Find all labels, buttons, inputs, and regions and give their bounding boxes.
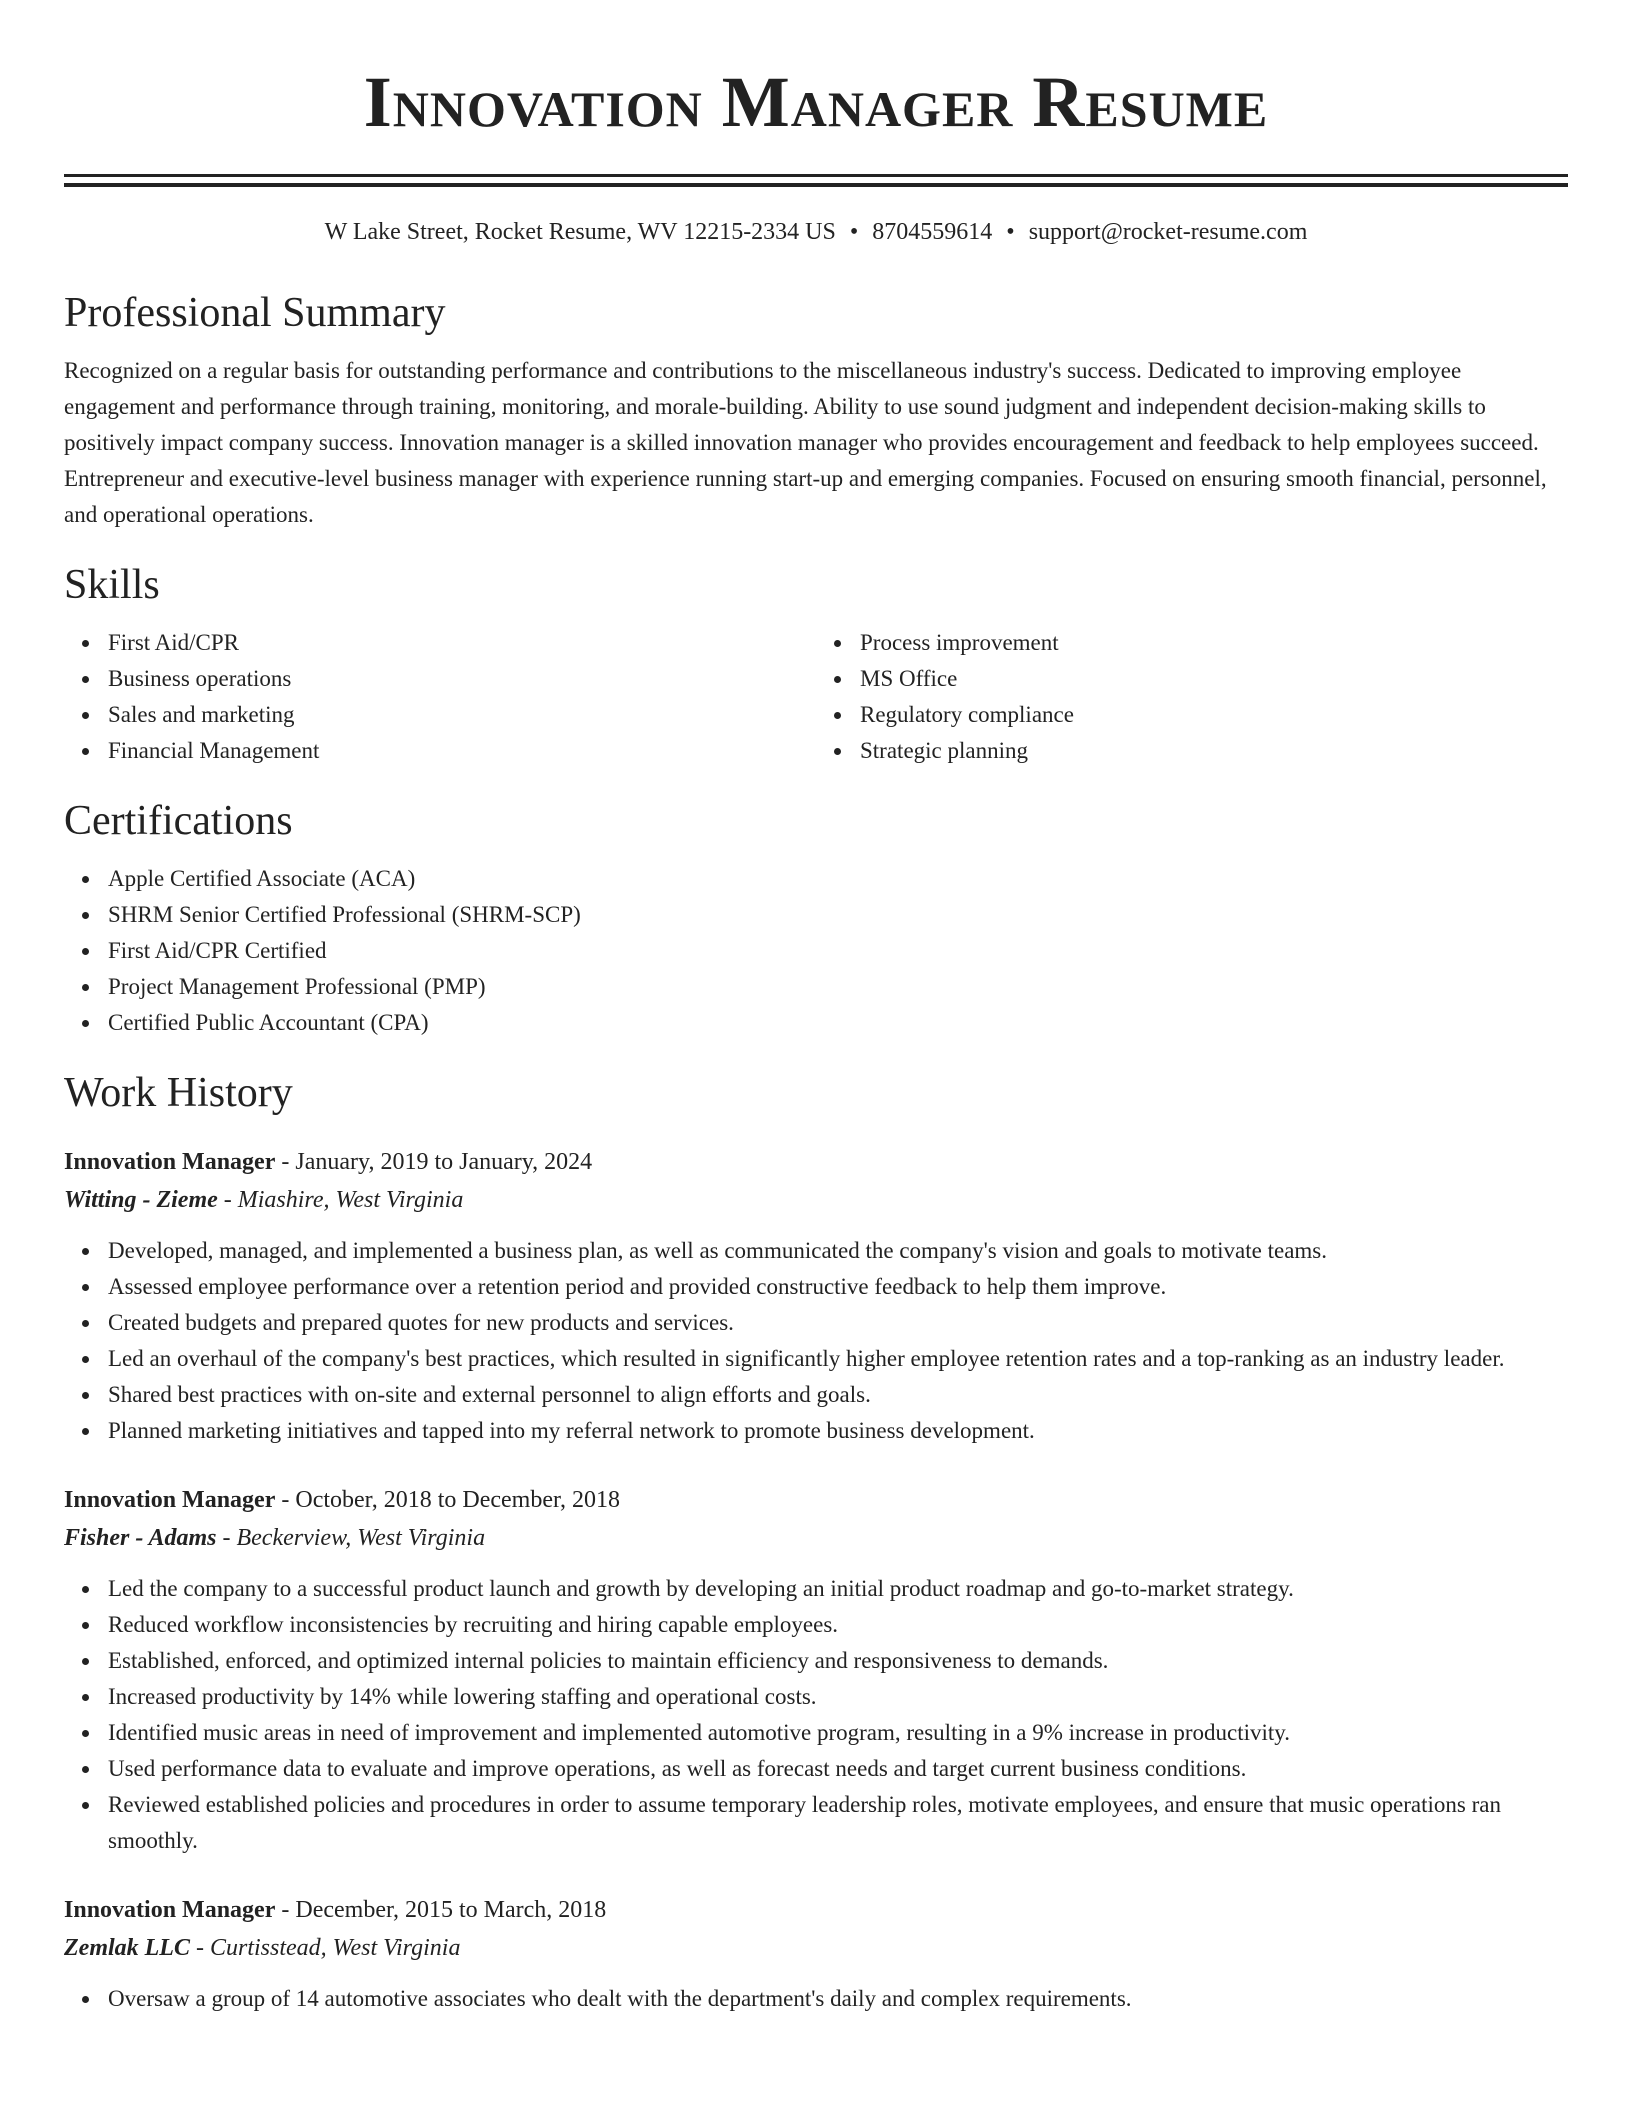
certification-item: Project Management Professional (PMP) (108, 969, 1568, 1005)
job-bullet: Assessed employee performance over a retention period and provided constructive feedback to help them improve. (108, 1269, 1568, 1305)
job-role: Innovation Manager (64, 1149, 276, 1175)
job-bullets (64, 1571, 1568, 1859)
job-role: Innovation Manager (64, 1487, 276, 1513)
job-dates: October, 2018 to December, 2018 (295, 1487, 621, 1513)
certification-item: Certified Public Accountant (CPA) (108, 1005, 1568, 1041)
skill-item: First Aid/CPR (108, 625, 816, 661)
job-bullet: Planned marketing initiatives and tapped into my referral network to promote business development. (108, 1413, 1568, 1449)
title-rule-top (64, 174, 1568, 177)
job-title-line: Innovation Manager - October, 2018 to December, 2018 (64, 1487, 621, 1513)
contact-separator: • (1006, 219, 1015, 245)
resume-title: Innovation Manager Resume (363, 62, 1269, 142)
skills-columns (64, 625, 1568, 769)
work-history-heading: Work History (64, 1070, 293, 1116)
job-bullet: Reduced workflow inconsistencies by recruiting and hiring capable employees. (108, 1607, 1568, 1643)
skill-item: Strategic planning (860, 733, 1568, 769)
job-entry (64, 1481, 1568, 1859)
contact-address: W Lake Street, Rocket Resume, WV 12215-2334 US (324, 219, 836, 245)
job-bullet: Led the company to a successful product launch and growth by developing an initial product roadmap and go-to-market strategy. (108, 1571, 1568, 1607)
skill-item: Process improvement (860, 625, 1568, 661)
certification-item: SHRM Senior Certified Professional (SHRM-SCP) (108, 897, 1568, 933)
job-company: Zemlak LLC (64, 1935, 190, 1961)
skills-list-right (816, 625, 1568, 769)
summary-heading: Professional Summary (64, 290, 446, 336)
contact-separator: • (849, 219, 859, 245)
skill-item: Sales and marketing (108, 697, 816, 733)
job-company: Witting - Zieme (64, 1187, 218, 1213)
certification-item: Apple Certified Associate (ACA) (108, 861, 1568, 897)
job-employer-line: Witting - Zieme - Miashire, West Virginia (64, 1187, 464, 1213)
job-location: Beckerview, West Virginia (236, 1525, 486, 1551)
job-location: Miashire, West Virginia (237, 1187, 464, 1213)
certifications-heading: Certifications (64, 798, 293, 844)
job-employer-line: Fisher - Adams - Beckerview, West Virginia (64, 1525, 486, 1551)
skill-item: Regulatory compliance (860, 697, 1568, 733)
job-role: Innovation Manager (64, 1897, 276, 1923)
job-bullet: Increased productivity by 14% while lowering staffing and operational costs. (108, 1679, 1568, 1715)
job-entry (64, 1143, 1568, 1449)
job-bullet: Created budgets and prepared quotes for new products and services. (108, 1305, 1568, 1341)
job-dates: December, 2015 to March, 2018 (295, 1897, 607, 1923)
job-bullet: Identified music areas in need of improvement and implemented automotive program, resulting in a 9% increase in productivity. (108, 1715, 1568, 1751)
job-bullets (64, 1981, 1568, 2017)
skills-list-left (64, 625, 816, 769)
job-bullet: Reviewed established policies and procedures in order to assume temporary leadership roles, motivate employees, and ensure that music operations ran smoothly. (108, 1787, 1568, 1859)
summary-text: Recognized on a regular basis for outstanding performance and contributions to the miscellaneous industry's success. Dedicated to improving employee engagement and performance through training, monitoring, and morale-building. Ability to use sound judgment and independent decision-making skills to positively impact company success. Innovation manager is a skilled innovation manager who provides encouragement and feedback to help employees succeed. Entrepreneur and executive-level business manager with experience running start-up and emerging companies. Focused on ensuring smooth financial, personnel, and operational operations. (64, 358, 1547, 527)
job-entry (64, 1891, 1568, 2017)
job-dates: January, 2019 to January, 2024 (295, 1149, 593, 1175)
contact-line (64, 217, 1568, 247)
contact-email: support@rocket-resume.com (1028, 219, 1308, 245)
job-company: Fisher - Adams (64, 1525, 217, 1551)
contact-phone: 8704559614 (872, 219, 993, 245)
job-bullets (64, 1233, 1568, 1449)
job-bullet: Established, enforced, and optimized internal policies to maintain efficiency and responsiveness to demands. (108, 1643, 1568, 1679)
job-bullet: Led an overhaul of the company's best practices, which resulted in significantly higher employee retention rates and a top-ranking as an industry leader. (108, 1341, 1568, 1377)
resume-page (64, 0, 1568, 2017)
title-rule-bottom (64, 183, 1568, 187)
job-bullet: Oversaw a group of 14 automotive associates who dealt with the department's daily and complex requirements. (108, 1981, 1568, 2017)
certification-item: First Aid/CPR Certified (108, 933, 1568, 969)
skill-item: Business operations (108, 661, 816, 697)
job-title-line: Innovation Manager - January, 2019 to January, 2024 (64, 1149, 593, 1175)
skill-item: Financial Management (108, 733, 816, 769)
skills-heading: Skills (64, 562, 160, 608)
job-bullet: Used performance data to evaluate and improve operations, as well as forecast needs and target current business conditions. (108, 1751, 1568, 1787)
skill-item: MS Office (860, 661, 1568, 697)
job-location: Curtisstead, West Virginia (209, 1935, 461, 1961)
job-bullet: Shared best practices with on-site and external personnel to align efforts and goals. (108, 1377, 1568, 1413)
job-title-line: Innovation Manager - December, 2015 to March, 2018 (64, 1897, 607, 1923)
job-employer-line: Zemlak LLC - Curtisstead, West Virginia (64, 1935, 461, 1961)
job-bullet: Developed, managed, and implemented a business plan, as well as communicated the company's vision and goals to motivate teams. (108, 1233, 1568, 1269)
certifications-list (64, 861, 1568, 1041)
